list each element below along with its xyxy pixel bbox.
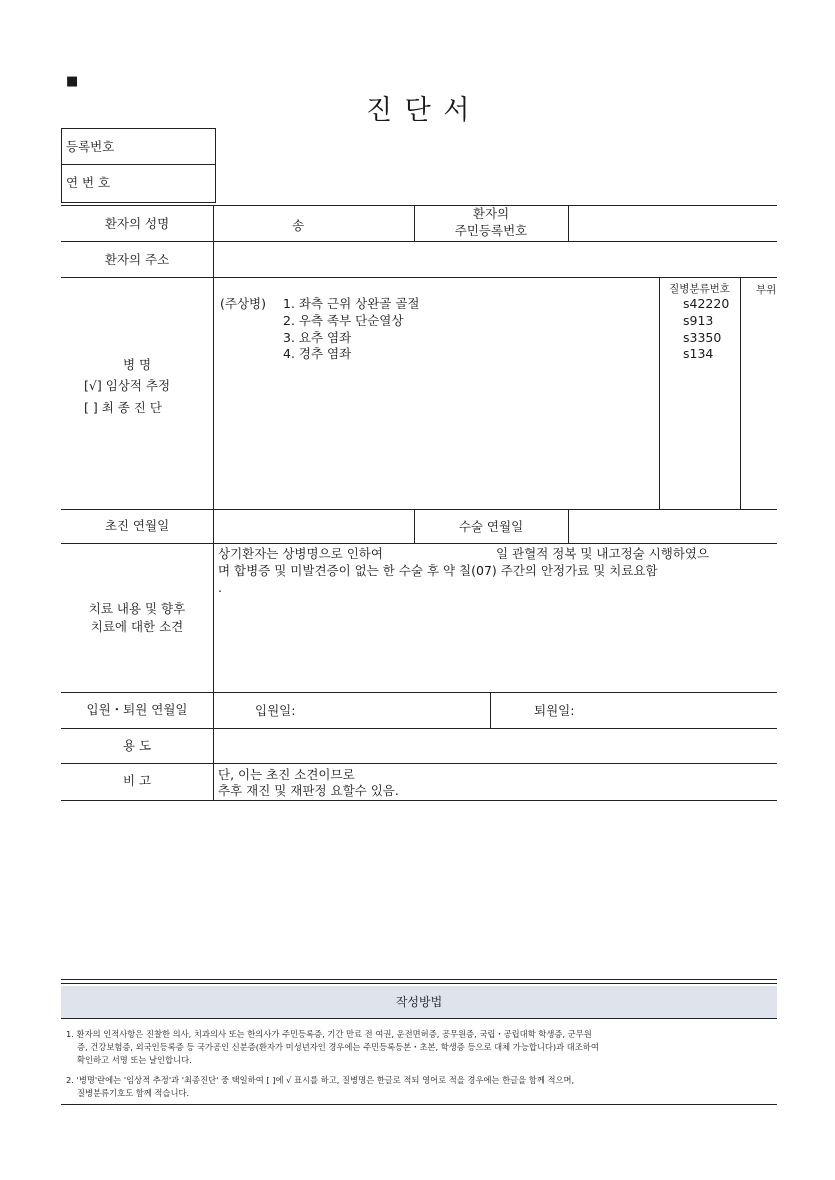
rrn-label-line2: 주민등록번호 [454,223,528,238]
disease-code-3: s3350 [683,330,722,345]
diagnosis-item-3: 3. 요추 염좌 [283,330,352,345]
disease-code-header: 질병분류번호 [669,283,730,295]
instructions-top-rule [61,979,777,980]
treatment-text-line2: 며 합병증 및 미발견증이 없는 한 수술 후 약 칠(07) 주간의 안정가료 및 치료요함 [218,563,658,578]
purpose-label: 용 도 [122,738,152,753]
first-visit-date-label: 초진 연월일 [104,518,170,533]
body-part-header: 부위 [756,284,777,296]
treatment-label-line2: 치료에 대한 소견 [90,619,184,634]
disease-code-2: s913 [683,313,714,328]
treatment-text-line1a: 상기환자는 상병명으로 인하여 [218,546,383,561]
remarks-line1: 단, 이는 초진 소견이므로 [218,767,355,782]
reg-number-label: 등록번호 [66,139,115,154]
serial-number-label: 연 번 호 [66,175,111,190]
remarks-label: 비 고 [122,773,152,788]
discharge-date-label: 퇴원일: [534,703,575,718]
diagnosis-prefix: (주상병) [220,296,266,311]
document-title: 진 단 서 [366,95,472,126]
diagnosis-item-4: 4. 경추 염좌 [283,346,352,361]
instruction-2-line1: 2. '병명'란에는 '임상적 추정'과 '최종진단' 중 택일하여 [ ]에 √ 표시를 하고, 질병명은 한글로 적되 영어로 적을 경우에는 한글을 함께 적으며, [66,1075,575,1085]
label-column-divider [213,205,214,800]
remarks-line2: 추후 재진 및 재판정 요할수 있음. [218,783,399,798]
disease-code-4: s134 [683,346,714,361]
patient-name-value: 송 [292,218,305,233]
instruction-1-line2: 증, 건강보험증, 외국인등록증 등 국가공인 신분증(환자가 미성년자인 경우에는 주민등록등본・초본, 학생증 등으로 대체 가능합니다)과 대조하여 [77,1042,599,1052]
section-marker: ■ [66,74,79,89]
treatment-text-line1b: 일 관혈적 정복 및 내고정술 시행하였으 [496,546,710,561]
diagnosis-item-1: 1. 좌측 근위 상완골 골절 [283,296,420,311]
final-diagnosis-checkbox: [ ] 최 종 진 단 [84,400,162,415]
instruction-1-line3: 확인하고 서명 또는 날인합니다. [77,1055,192,1065]
admission-date-label: 입원일: [255,703,296,718]
instructions-bottom-rule [61,1104,777,1105]
treatment-label-line1: 치료 내용 및 향후 [88,601,186,616]
patient-address-label: 환자의 주소 [104,252,170,267]
instruction-1-line1: 1. 환자의 인적사항은 진찰한 의사, 치과의사 또는 한의사가 주민등록증, 기간 만료 전 여권, 운전면허증, 공무원증, 국립・공립대학 학생증, 군무원 [66,1029,592,1039]
diagnosis-item-2: 2. 우측 족부 단순열상 [283,313,404,328]
admission-dates-label: 입원・퇴원 연월일 [86,702,188,717]
patient-name-label: 환자의 성명 [104,216,170,231]
treatment-text-line3: . [218,580,222,595]
clinical-estimate-checkbox: [√] 임상적 추정 [84,378,171,393]
rrn-label-line1: 환자의 [472,206,510,221]
surgery-date-label: 수술 연월일 [458,519,524,534]
diagnosis-label: 병 명 [122,357,152,372]
instruction-2-line2: 질병분류기호도 함께 적습니다. [77,1088,190,1098]
disease-code-1: s42220 [683,296,730,311]
instructions-header: 작성방법 [395,995,443,1009]
